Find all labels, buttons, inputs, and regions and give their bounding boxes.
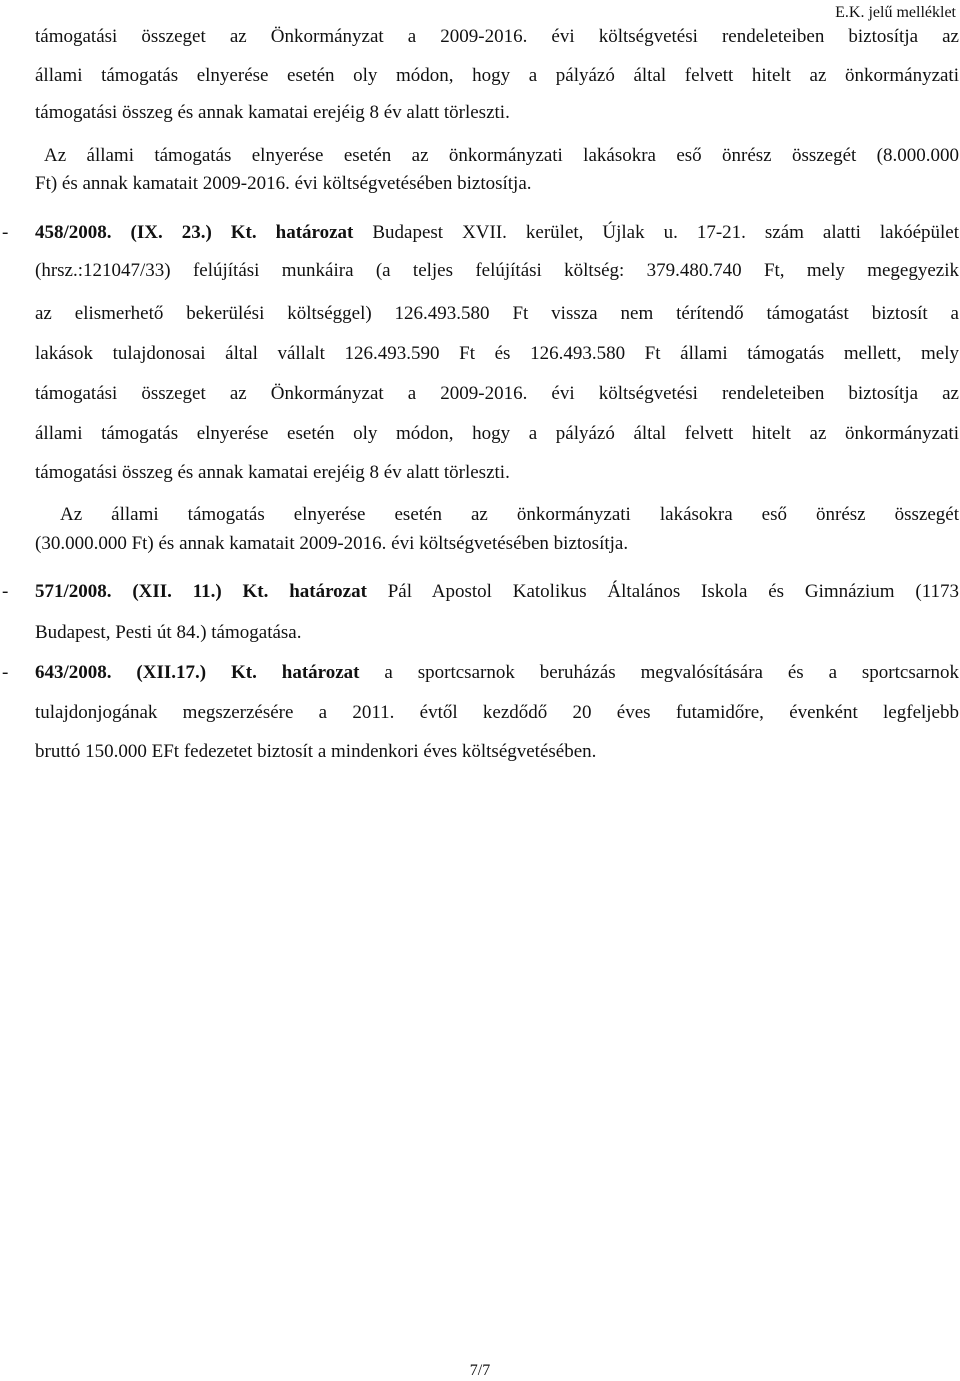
- item-458-ref: 458/2008. (IX. 23.) Kt.: [35, 222, 257, 243]
- item-458-keyword: határozat: [275, 222, 354, 243]
- item-643-keyword: határozat: [281, 662, 360, 683]
- block1-line3: támogatási összeg és annak kamatai erejéig 8 év alatt törleszti.: [35, 102, 510, 123]
- item-571-line1-rest: Pál Apostol Katolikus Általános Iskola és Gimnázium (1173: [387, 581, 959, 602]
- item-643-ref: 643/2008. (XII.17.) Kt.: [35, 662, 257, 683]
- item-571-dash: -: [2, 581, 9, 602]
- item-643-line1: [35, 661, 959, 685]
- item-643-line3: bruttó 150.000 EFt fedezetet biztosít a mindenkori éves költségvetésében.: [35, 741, 597, 762]
- item-458-line7: támogatási összeg és annak kamatai erejéig 8 év alatt törleszti.: [35, 462, 510, 483]
- item-643-line1-rest: a sportcsarnok beruházás megvalósítására és a sportcsarnok: [384, 662, 960, 683]
- header-note: E.K. jelű melléklet: [835, 4, 956, 21]
- item-458-line5: támogatási összeget az Önkormányzat a 2009-2016. évi költségvetési rendeleteiben biztosítja az: [35, 383, 959, 404]
- item-458-line2: (hrsz.:121047/33) felújítási munkáira (a teljes felújítási költség: 379.480.740 Ft, mely megegyezik: [35, 260, 959, 281]
- item-458-line3: az elismerhető bekerülési költséggel) 126.493.580 Ft vissza nem térítendő támogatást biztosít a: [35, 303, 959, 324]
- item-458-line9: (30.000.000 Ft) és annak kamatait 2009-2016. évi költségvetésében biztosítja.: [35, 533, 629, 554]
- block1-line4: Az állami támogatás elnyerése esetén az önkormányzati lakásokra eső önrész összegét (8.000.000: [44, 145, 959, 166]
- page-number: 7/7: [469, 1362, 491, 1379]
- item-458-dash: -: [2, 222, 9, 243]
- item-643-dash: -: [2, 662, 9, 683]
- item-571-line2: Budapest, Pesti út 84.) támogatása.: [35, 622, 302, 643]
- item-571-line1: [35, 580, 959, 604]
- item-571-keyword: határozat: [289, 581, 367, 602]
- item-458-line6: állami támogatás elnyerése esetén oly módon, hogy a pályázó által felvett hitelt az önkormányzati: [35, 423, 959, 444]
- block1-line5: Ft) és annak kamatait 2009-2016. évi költségvetésében biztosítja.: [35, 173, 532, 194]
- item-643-line2: tulajdonjogának megszerzésére a 2011. évtől kezdődő 20 éves futamidőre, évenként legfeljebb: [35, 702, 959, 723]
- block1-line1: támogatási összeget az Önkormányzat a 2009-2016. évi költségvetési rendeleteiben biztosítja az: [35, 26, 959, 47]
- item-458-line1: [35, 221, 959, 245]
- item-458-line8: Az állami támogatás elnyerése esetén az önkormányzati lakásokra eső önrész összegét: [60, 504, 959, 525]
- item-458-line4: lakások tulajdonosai által vállalt 126.493.590 Ft és 126.493.580 Ft állami támogatás mellett, mely: [35, 343, 959, 364]
- item-571-ref: 571/2008. (XII. 11.) Kt.: [35, 581, 269, 602]
- block1-line2: állami támogatás elnyerése esetén oly módon, hogy a pályázó által felvett hitelt az önkormányzati: [35, 65, 959, 86]
- item-458-line1-rest: Budapest XVII. kerület, Újlak u. 17-21. szám alatti lakóépület: [372, 222, 960, 243]
